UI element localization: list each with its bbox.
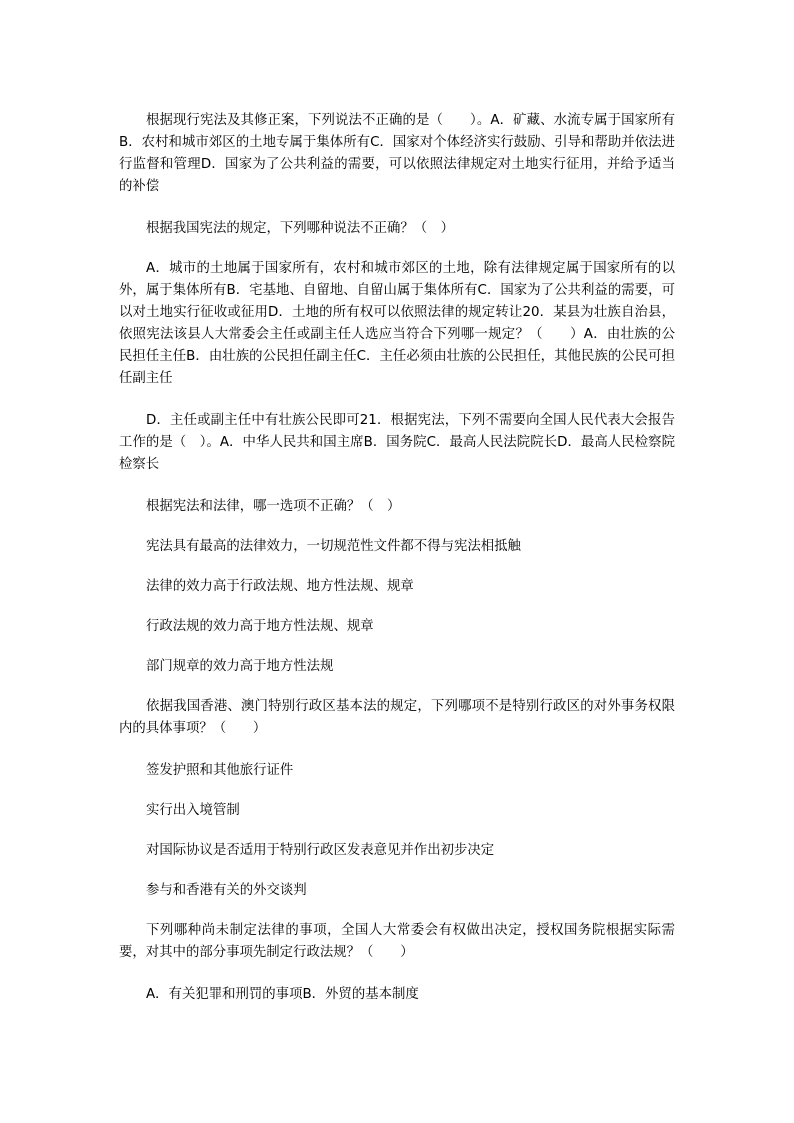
paragraph: 法律的效力高于行政法规、地方性法规、规章	[146, 579, 414, 594]
paragraph: 行政法规的效力高于地方性法规、规章	[146, 619, 374, 634]
paragraph: 根据宪法和法律，哪一选项不正确？（ ）	[146, 499, 401, 514]
paragraph: 根据我国宪法的规定，下列哪种说法不正确？（ ）	[146, 221, 454, 236]
paragraph: D．主任或副主任中有壮族公民即可21．根据宪法，下列不需要向全国人民代表大会报告工作的是（ ）。A．中华人民共和国主席B．国务院C．最高人民法院院长D．最高人民检察院检察长	[119, 413, 675, 472]
paragraph: 宪法具有最高的法律效力，一切规范性文件都不得与宪法相抵触	[146, 539, 521, 554]
paragraph: 下列哪种尚未制定法律的事项，全国人大常委会有权做出决定，授权国务院根据实际需要，对其中的部分事项先制定行政法规？（ ）	[119, 923, 675, 960]
paragraph: 依据我国香港、澳门特别行政区基本法的规定，下列哪项不是特别行政区的对外事务权限内的具体事项？（ ）	[119, 699, 675, 736]
paragraph: 实行出入境管制	[146, 803, 240, 818]
paragraph: 参与和香港有关的外交谈判	[146, 883, 307, 898]
paragraph: 对国际协议是否适用于特别行政区发表意见并作出初步决定	[146, 843, 495, 858]
paragraph: 签发护照和其他旅行证件	[146, 763, 294, 778]
document-body	[119, 110, 675, 1024]
paragraph: 部门规章的效力高于地方性法规	[146, 659, 334, 674]
paragraph: A．有关犯罪和刑罚的事项B．外贸的基本制度	[146, 987, 419, 1002]
paragraph: A．城市的土地属于国家所有，农村和城市郊区的土地，除有法律规定属于国家所有的以外，属于集体所有B．宅基地、自留地、自留山属于集体所有C．国家为了公共利益的需要，可以对土地实行征收或征用D．土地的所有权可以依照法律的规定转让20．某县为壮族自治县，依照宪法该县人大常委会主任或副主任人选应当符合下列哪一规定？（ ）A．由壮族的公民担任主任B．由壮族的公民担任副主任C．主任必须由壮族的公民担任，其他民族的公民可担任副主任	[119, 261, 675, 386]
paragraph: 根据现行宪法及其修正案，下列说法不正确的是（ ）。A．矿藏、水流专属于国家所有B．农村和城市郊区的土地专属于集体所有C．国家对个体经济实行鼓励、引导和帮助并依法进行监督和管理D．国家为了公共利益的需要，可以依照法律规定对土地实行征用，并给予适当的补偿	[119, 113, 675, 194]
